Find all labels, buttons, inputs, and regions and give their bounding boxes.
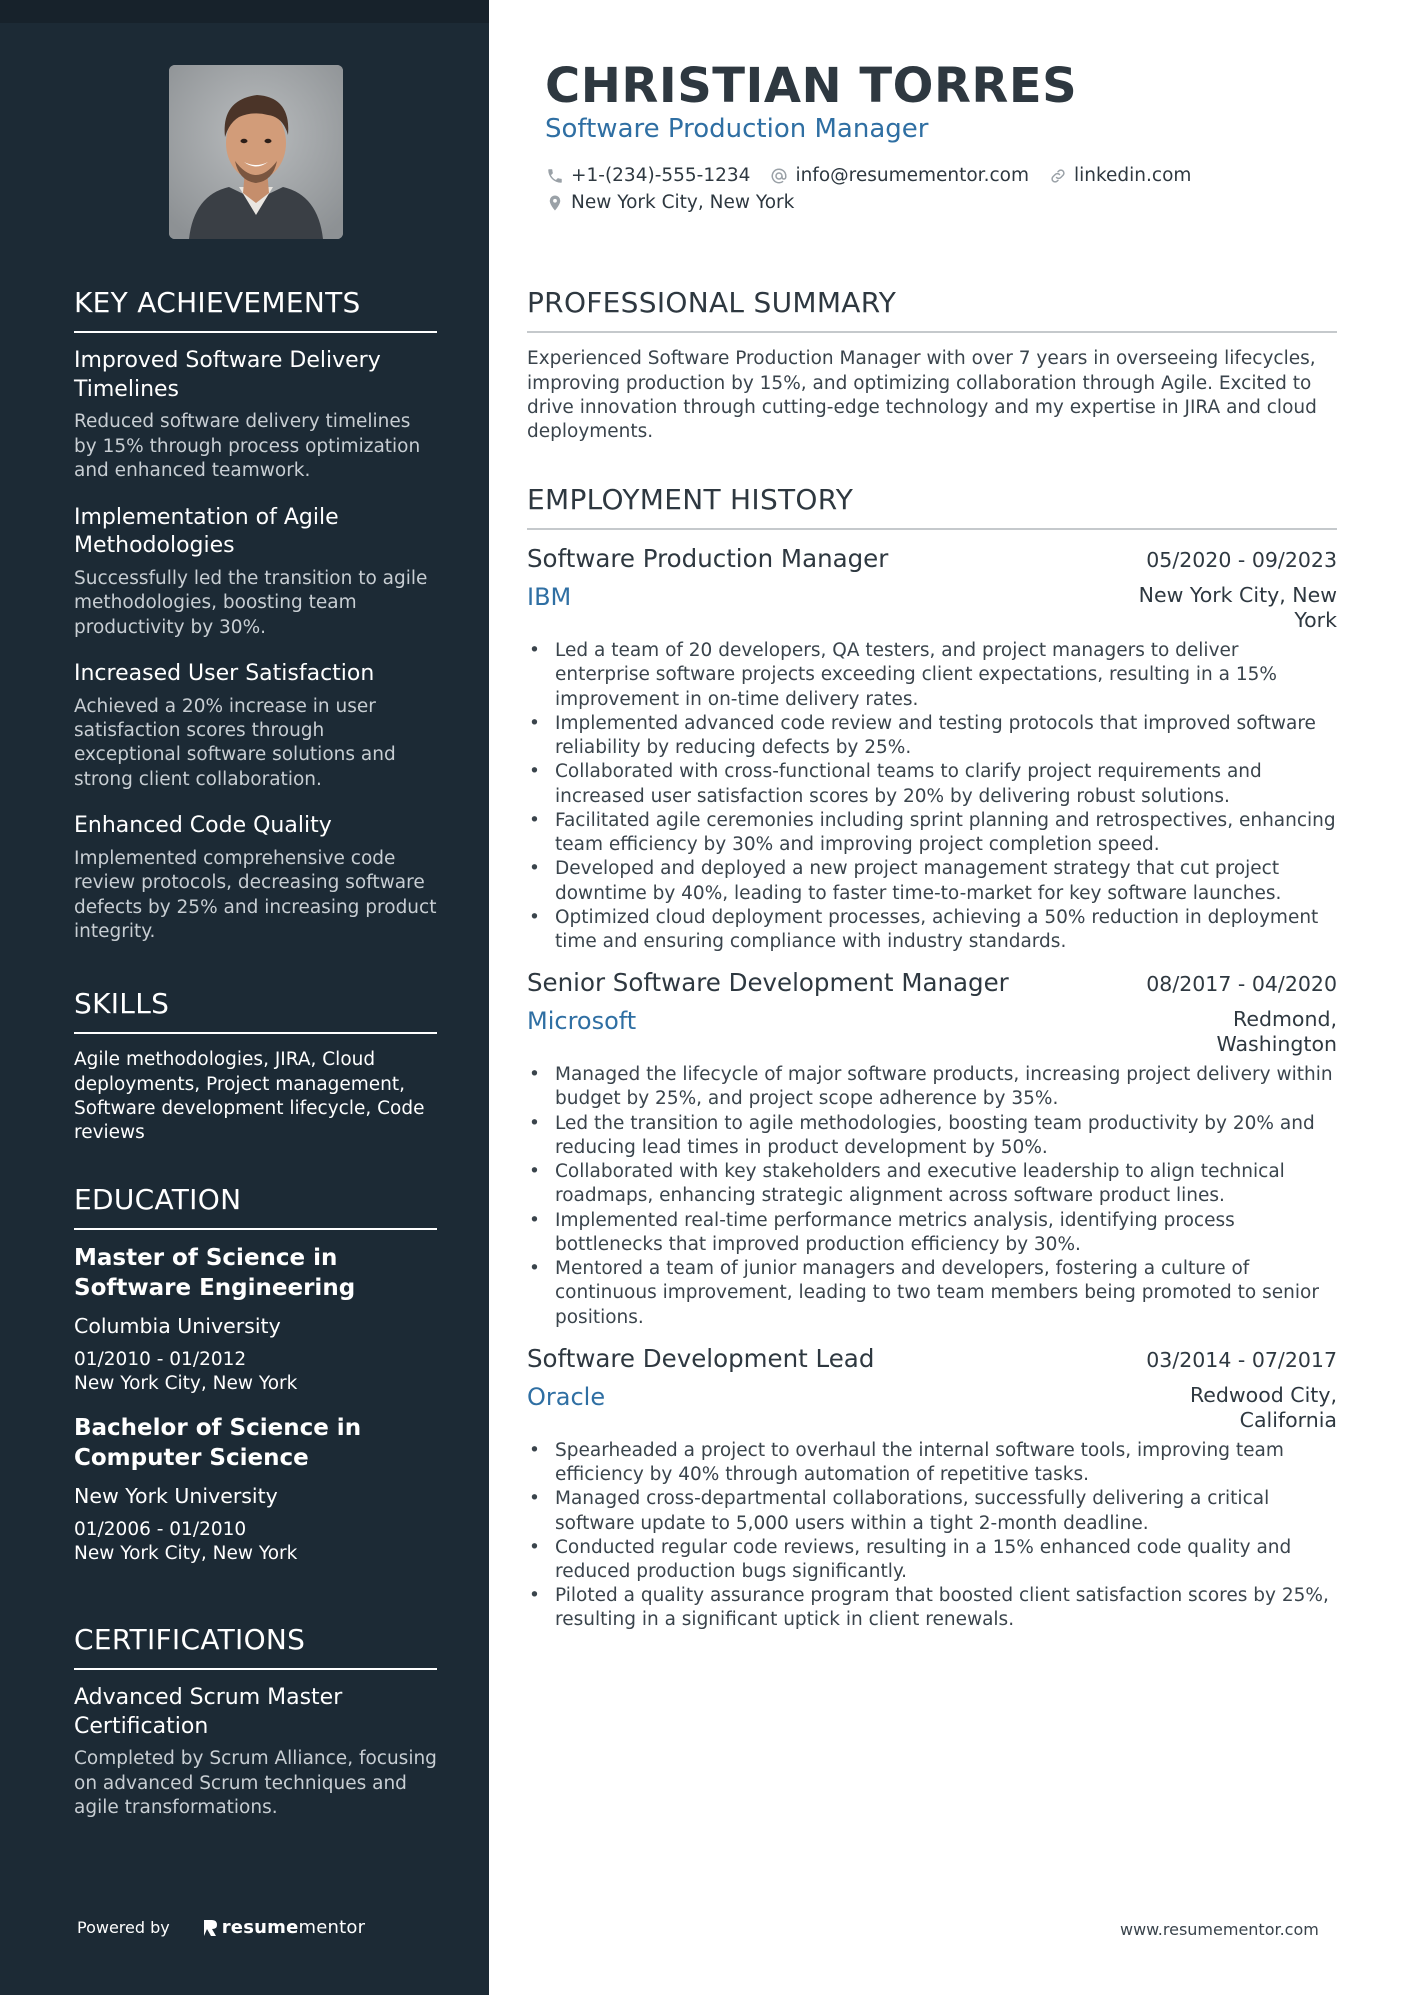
job-entry	[527, 968, 1337, 1330]
job-entry	[527, 544, 1337, 954]
job-title: Senior Software Development Manager	[527, 968, 1009, 998]
achievement-item	[74, 504, 437, 640]
skills-section	[74, 988, 437, 1146]
at-icon	[770, 167, 788, 185]
skills-text: Agile methodologies, JIRA, Cloud deployments, Project management, Software development lifecycle, Code reviews	[74, 1049, 425, 1144]
summary-title: PROFESSIONAL SUMMARY	[527, 287, 1337, 333]
achievement-title: Enhanced Code Quality	[74, 813, 332, 839]
education-dates: 01/2010 - 01/2012	[74, 1348, 247, 1370]
email-contact[interactable]	[770, 165, 1029, 186]
education-location: New York City, New York	[74, 1542, 298, 1564]
achievement-item	[74, 347, 437, 483]
job-company: Oracle	[527, 1382, 606, 1411]
job-bullet: • Managed the lifecycle of major software products, increasing project delivery within budget by 25%, and project scope adherence by 35%.	[527, 1063, 1337, 1111]
email-text: info@resumementor.com	[795, 165, 1029, 186]
certifications-section	[74, 1624, 437, 1841]
profile-photo	[169, 65, 343, 239]
achievement-desc: Successfully led the transition to agile methodologies, boosting team productivity by 30%.	[74, 567, 428, 638]
brand-name-bold: resume	[221, 1917, 299, 1938]
phone-text: +1-(234)-555-1234	[571, 165, 751, 186]
job-bullets	[527, 639, 1337, 954]
achievement-desc: Implemented comprehensive code review protocols, decreasing software defects by 25% and increasing product integrity.	[74, 847, 437, 943]
location-pin-icon	[546, 194, 564, 212]
achievements-title: KEY ACHIEVEMENTS	[74, 287, 437, 333]
certification-item	[74, 1684, 437, 1820]
job-title: Software Production Manager	[527, 544, 889, 574]
employment-section	[527, 484, 1337, 1647]
job-bullet: • Managed cross-departmental collaborations, successfully delivering a critical software update to 5,000 users within a tight 2-month deadline.	[527, 1487, 1337, 1535]
achievements-section	[74, 287, 437, 964]
education-location: New York City, New York	[74, 1373, 298, 1395]
footer-url[interactable]: www.resumementor.com	[1120, 1920, 1319, 1939]
job-location: Redmond, Washington	[1216, 1007, 1337, 1057]
achievement-item	[74, 660, 437, 792]
job-bullets	[527, 1439, 1337, 1633]
linkedin-text: linkedin.com	[1073, 165, 1192, 186]
summary-text: Experienced Software Production Manager with over 7 years in overseeing lifecycles, improving production by 15%, and optimizing collaboration through Agile. Excited to drive innovation through cutting-edge technology and my expertise in JIRA and cloud deployments.	[527, 348, 1317, 443]
powered-by	[77, 1917, 365, 1938]
job-location: New York City, New York	[1138, 583, 1337, 633]
certifications-title: CERTIFICATIONS	[74, 1624, 437, 1670]
job-entry	[527, 1344, 1337, 1633]
phone-icon	[546, 167, 564, 185]
location-text: New York City, New York	[571, 192, 795, 213]
brand-name-light: mentor	[298, 1917, 366, 1938]
achievement-title: Improved Software Delivery Timelines	[74, 348, 381, 402]
candidate-role: Software Production Manager	[545, 114, 929, 144]
summary-section	[527, 287, 1337, 445]
education-title: EDUCATION	[74, 1184, 437, 1230]
job-bullet: • Piloted a quality assurance program that boosted client satisfaction scores by 25%, resulting in a significant uptick in client renewals.	[527, 1584, 1337, 1632]
job-bullet: • Mentored a team of junior managers and developers, fostering a culture of continuous improvement, leading to two team members being promoted to senior positions.	[527, 1257, 1337, 1330]
resumementor-logo-icon	[202, 1918, 218, 1938]
job-bullet: • Implemented advanced code review and testing protocols that improved software reliability by reducing defects by 25%.	[527, 712, 1337, 760]
education-degree: Bachelor of Science in Computer Science	[74, 1415, 362, 1471]
job-bullet: • Implemented real-time performance metrics analysis, identifying process bottlenecks that improved production efficiency by 30%.	[527, 1209, 1337, 1257]
powered-by-label: Powered by	[77, 1918, 170, 1937]
job-dates: 05/2020 - 09/2023	[1146, 548, 1337, 573]
achievement-desc: Achieved a 20% increase in user satisfaction scores through exceptional software solutions and strong client collaboration.	[74, 695, 396, 790]
job-dates: 08/2017 - 04/2020	[1146, 972, 1337, 997]
job-bullet: • Collaborated with cross-functional teams to clarify project requirements and increased user satisfaction scores by 20% by delivering robust solutions.	[527, 760, 1337, 808]
linkedin-contact[interactable]	[1049, 165, 1191, 186]
resumementor-logo[interactable]	[202, 1917, 365, 1938]
job-bullet: • Spearheaded a project to overhaul the internal software tools, improving team efficiency by 40% through automation of repetitive tasks.	[527, 1439, 1337, 1487]
education-school: New York University	[74, 1483, 278, 1508]
education-degree: Master of Science in Software Engineering	[74, 1245, 356, 1302]
job-bullet: • Developed and deployed a new project management strategy that cut project downtime by 40%, leading to faster time-to-market for key software launches.	[527, 857, 1337, 905]
job-bullets	[527, 1063, 1337, 1330]
location-contact	[546, 192, 794, 213]
phone-contact[interactable]	[546, 165, 750, 186]
achievement-title: Increased User Satisfaction	[74, 661, 375, 686]
job-location: Redwood City, California	[1189, 1382, 1337, 1432]
education-item	[74, 1244, 437, 1396]
link-icon	[1049, 167, 1067, 185]
job-dates: 03/2014 - 07/2017	[1146, 1347, 1337, 1372]
education-school: Columbia University	[74, 1313, 281, 1338]
achievement-item	[74, 812, 437, 944]
job-company: Microsoft	[527, 1007, 637, 1036]
sidebar-top-bar	[0, 0, 489, 23]
education-section	[74, 1184, 437, 1584]
education-dates: 01/2006 - 01/2010	[74, 1518, 247, 1540]
certification-desc: Completed by Scrum Alliance, focusing on advanced Scrum techniques and agile transformations.	[74, 1748, 437, 1819]
sidebar	[0, 0, 489, 1995]
job-bullet: • Optimized cloud deployment processes, achieving a 50% reduction in deployment time and ensuring compliance with industry standards.	[527, 906, 1337, 954]
skills-title: SKILLS	[74, 988, 437, 1034]
job-bullet: • Collaborated with key stakeholders and executive leadership to align technical roadmaps, enhancing strategic alignment across software product lines.	[527, 1160, 1337, 1208]
achievement-desc: Reduced software delivery timelines by 15% through process optimization and enhanced teamwork.	[74, 411, 421, 482]
job-bullet: • Conducted regular code reviews, resulting in a 15% enhanced code quality and reduced production bugs significantly.	[527, 1536, 1337, 1584]
achievement-title: Implementation of Agile Methodologies	[74, 504, 339, 559]
contact-row	[546, 165, 1211, 186]
job-company: IBM	[527, 583, 572, 612]
job-bullet: • Led the transition to agile methodologies, boosting team productivity by 20% and reducing lead times in product development by 50%.	[527, 1112, 1337, 1160]
candidate-name: CHRISTIAN TORRES	[545, 58, 1078, 114]
education-item	[74, 1414, 437, 1566]
location-row	[546, 192, 814, 213]
certification-title: Advanced Scrum Master Certification	[74, 1685, 343, 1739]
job-bullet: • Led a team of 20 developers, QA testers, and project managers to deliver enterprise software projects exceeding client expectations, resulting in a 15% improvement in on-time delivery rates.	[527, 639, 1337, 712]
job-bullet: • Facilitated agile ceremonies including sprint planning and retrospectives, enhancing team efficiency by 30% and improving project completion speed.	[527, 809, 1337, 857]
job-title: Software Development Lead	[527, 1343, 875, 1373]
employment-title: EMPLOYMENT HISTORY	[527, 484, 1337, 530]
